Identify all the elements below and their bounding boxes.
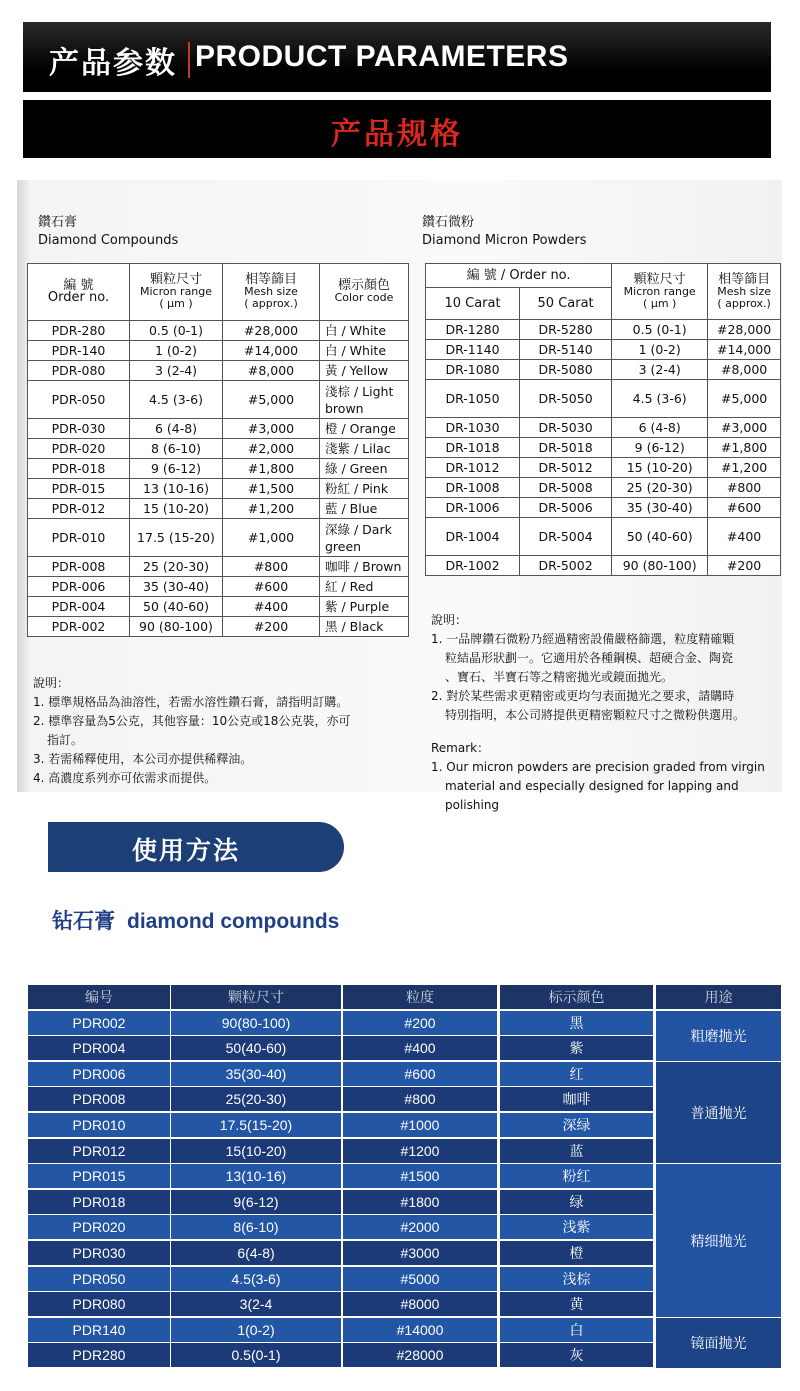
micron-cell: 50 (40-60)	[612, 518, 708, 556]
usage-micron-cell: 3(2-4	[171, 1292, 341, 1316]
color-cell: 深綠 / Dark green	[320, 519, 409, 557]
color-cell: 粉紅 / Pink	[320, 479, 409, 499]
mesh-cell: #1,800	[708, 438, 781, 458]
micron-cell: 13 (10-16)	[130, 479, 223, 499]
micron-cell: 17.5 (15-20)	[130, 519, 223, 557]
color-cell: 紅 / Red	[320, 577, 409, 597]
mesh-cell: #600	[708, 498, 781, 518]
order-cell: PDR-010	[28, 519, 130, 557]
order-cell: PDR-140	[28, 341, 130, 361]
usage-subhead-cn: 钻石膏	[52, 909, 115, 933]
micron-cell: 3 (2-4)	[612, 360, 708, 380]
usage-header-cell: 标示颜色	[500, 985, 653, 1009]
color-cell: 橙 / Orange	[320, 419, 409, 439]
mesh-cell: #1,800	[223, 459, 320, 479]
micron-cell: 8 (6-10)	[130, 439, 223, 459]
color-cell: 紫 / Purple	[320, 597, 409, 617]
order-10-cell: DR-1002	[426, 556, 520, 576]
order-cell: PDR-002	[28, 617, 130, 637]
usage-color-cell: 灰	[500, 1343, 653, 1367]
powders-table	[425, 263, 781, 576]
table-row	[426, 418, 781, 438]
usage-purpose-cell: 精细抛光	[656, 1164, 781, 1317]
order-10-cell: DR-1030	[426, 418, 520, 438]
mesh-cell: #28,000	[223, 321, 320, 341]
usage-grit-cell: #200	[343, 1011, 497, 1035]
usage-grit-cell: #14000	[343, 1318, 497, 1342]
usage-micron-cell: 35(30-40)	[171, 1062, 341, 1086]
order-10-cell: DR-1050	[426, 380, 520, 418]
order-cell: PDR-018	[28, 459, 130, 479]
order-cell: PDR-020	[28, 439, 130, 459]
order-50-cell: DR-5002	[520, 556, 612, 576]
table-row	[426, 320, 781, 340]
col-micron: 顆粒尺寸 Micron range ( μm )	[612, 264, 708, 320]
usage-micron-cell: 4.5(3-6)	[171, 1267, 341, 1291]
order-50-cell: DR-5050	[520, 380, 612, 418]
order-cell: PDR-004	[28, 597, 130, 617]
usage-subhead	[52, 905, 339, 935]
usage-header-cell: 编号	[28, 985, 170, 1009]
order-50-cell: DR-5006	[520, 498, 612, 518]
order-10-cell: DR-1012	[426, 458, 520, 478]
usage-grit-cell: #1500	[343, 1164, 497, 1188]
table-row	[426, 340, 781, 360]
usage-header-row	[28, 985, 781, 1010]
col-micron: 顆粒尺寸 Micron range ( μm )	[130, 264, 223, 321]
order-10-cell: DR-1280	[426, 320, 520, 340]
order-10-cell: DR-1006	[426, 498, 520, 518]
usage-micron-cell: 13(10-16)	[171, 1164, 341, 1188]
usage-order-cell: PDR002	[28, 1011, 170, 1035]
micron-cell: 25 (20-30)	[612, 478, 708, 498]
usage-color-cell: 浅紫	[500, 1215, 653, 1239]
micron-cell: 15 (10-20)	[130, 499, 223, 519]
table-row	[28, 577, 409, 597]
usage-micron-cell: 25(20-30)	[171, 1087, 341, 1111]
micron-cell: 0.5 (0-1)	[612, 320, 708, 340]
usage-micron-cell: 8(6-10)	[171, 1215, 341, 1239]
col-order: 編 號 Order no.	[28, 264, 130, 321]
usage-purpose-cell: 粗磨抛光	[656, 1011, 781, 1061]
order-cell: PDR-030	[28, 419, 130, 439]
compounds-title-cn: 鑽石膏	[38, 215, 78, 230]
col-50-carat: 50 Carat	[520, 288, 612, 320]
color-cell: 黃 / Yellow	[320, 361, 409, 381]
order-cell: PDR-006	[28, 577, 130, 597]
usage-color-cell: 深绿	[500, 1113, 653, 1137]
usage-color-cell: 橙	[500, 1241, 653, 1265]
table-row	[28, 439, 409, 459]
col-order: 編 號 / Order no.	[426, 264, 612, 288]
usage-purpose-cell: 普通抛光	[656, 1062, 781, 1163]
header-banner	[23, 22, 771, 92]
header-title-cn: 产品参数	[49, 46, 177, 81]
mesh-cell: #14,000	[223, 341, 320, 361]
order-10-cell: DR-1080	[426, 360, 520, 380]
mesh-cell: #1,200	[708, 458, 781, 478]
color-cell: 淺紫 / Lilac	[320, 439, 409, 459]
table-row	[28, 341, 409, 361]
usage-order-cell: PDR010	[28, 1113, 170, 1137]
micron-cell: 9 (6-12)	[130, 459, 223, 479]
compounds-title-en: Diamond Compounds	[38, 233, 179, 248]
compounds-table	[27, 263, 409, 637]
usage-order-cell: PDR004	[28, 1036, 170, 1060]
usage-micron-cell: 90(80-100)	[171, 1011, 341, 1035]
table-row	[426, 498, 781, 518]
micron-cell: 90 (80-100)	[130, 617, 223, 637]
usage-order-cell: PDR280	[28, 1343, 170, 1367]
col-mesh: 相等篩目 Mesh size ( approx.)	[708, 264, 781, 320]
mesh-cell: #28,000	[708, 320, 781, 340]
usage-grit-cell: #1000	[343, 1113, 497, 1137]
usage-color-cell: 紫	[500, 1036, 653, 1060]
header-title-en: PRODUCT PARAMETERS	[195, 40, 569, 73]
micron-cell: 90 (80-100)	[612, 556, 708, 576]
mesh-cell: #5,000	[223, 381, 320, 419]
table-row	[426, 478, 781, 498]
powders-title-cn: 鑽石微粉	[422, 215, 475, 230]
micron-cell: 35 (30-40)	[130, 577, 223, 597]
mesh-cell: #400	[708, 518, 781, 556]
usage-grit-cell: #1200	[343, 1139, 497, 1163]
order-10-cell: DR-1140	[426, 340, 520, 360]
table-row	[426, 360, 781, 380]
usage-color-cell: 黑	[500, 1011, 653, 1035]
micron-cell: 1 (0-2)	[612, 340, 708, 360]
usage-color-cell: 红	[500, 1062, 653, 1086]
col-color: 標示顏色 Color code	[320, 264, 409, 321]
table-row	[426, 556, 781, 576]
usage-grit-cell: #3000	[343, 1241, 497, 1265]
micron-cell: 35 (30-40)	[612, 498, 708, 518]
usage-color-cell: 咖啡	[500, 1087, 653, 1111]
usage-purpose-cell: 镜面抛光	[656, 1318, 781, 1368]
usage-title: 使用方法	[132, 836, 241, 865]
mesh-cell: #1,200	[223, 499, 320, 519]
mesh-cell: #3,000	[708, 418, 781, 438]
usage-title-pill	[48, 822, 344, 872]
color-cell: 藍 / Blue	[320, 499, 409, 519]
mesh-cell: #200	[708, 556, 781, 576]
table-row	[426, 380, 781, 418]
usage-order-cell: PDR050	[28, 1267, 170, 1291]
usage-micron-cell: 0.5(0-1)	[171, 1343, 341, 1367]
mesh-cell: #14,000	[708, 340, 781, 360]
compounds-header-row	[28, 264, 409, 321]
header-divider	[188, 42, 190, 78]
order-10-cell: DR-1018	[426, 438, 520, 458]
usage-color-cell: 蓝	[500, 1139, 653, 1163]
order-10-cell: DR-1004	[426, 518, 520, 556]
usage-micron-cell: 15(10-20)	[171, 1139, 341, 1163]
usage-order-cell: PDR015	[28, 1164, 170, 1188]
micron-cell: 6 (4-8)	[612, 418, 708, 438]
table-row	[28, 479, 409, 499]
color-cell: 黑 / Black	[320, 617, 409, 637]
usage-header-cell: 粒度	[343, 985, 497, 1009]
order-50-cell: DR-5012	[520, 458, 612, 478]
mesh-cell: #2,000	[223, 439, 320, 459]
subtitle-banner	[23, 100, 771, 158]
color-cell: 白 / White	[320, 341, 409, 361]
usage-header-cell: 颗粒尺寸	[171, 985, 341, 1009]
spec-sheet	[17, 180, 782, 812]
usage-grit-cell: #1800	[343, 1190, 497, 1214]
color-cell: 淺棕 / Light brown	[320, 381, 409, 419]
order-50-cell: DR-5004	[520, 518, 612, 556]
order-50-cell: DR-5080	[520, 360, 612, 380]
usage-order-cell: PDR030	[28, 1241, 170, 1265]
usage-color-cell: 粉红	[500, 1164, 653, 1188]
micron-cell: 15 (10-20)	[612, 458, 708, 478]
order-50-cell: DR-5030	[520, 418, 612, 438]
table-row	[28, 617, 409, 637]
table-row	[28, 459, 409, 479]
order-50-cell: DR-5008	[520, 478, 612, 498]
table-row	[28, 597, 409, 617]
mesh-cell: #800	[223, 557, 320, 577]
table-row	[28, 419, 409, 439]
usage-order-cell: PDR018	[28, 1190, 170, 1214]
col-mesh: 相等篩目 Mesh size ( approx.)	[223, 264, 320, 321]
usage-order-cell: PDR020	[28, 1215, 170, 1239]
usage-order-cell: PDR012	[28, 1139, 170, 1163]
usage-grit-cell: #600	[343, 1062, 497, 1086]
usage-order-cell: PDR140	[28, 1318, 170, 1342]
order-10-cell: DR-1008	[426, 478, 520, 498]
usage-grit-cell: #800	[343, 1087, 497, 1111]
mesh-cell: #5,000	[708, 380, 781, 418]
micron-cell: 3 (2-4)	[130, 361, 223, 381]
usage-grit-cell: #2000	[343, 1215, 497, 1239]
usage-order-cell: PDR008	[28, 1087, 170, 1111]
order-cell: PDR-050	[28, 381, 130, 419]
usage-color-cell: 黄	[500, 1292, 653, 1316]
usage-grit-cell: #8000	[343, 1292, 497, 1316]
mesh-cell: #1,000	[223, 519, 320, 557]
usage-order-cell: PDR080	[28, 1292, 170, 1316]
color-cell: 白 / White	[320, 321, 409, 341]
compounds-title	[38, 214, 178, 250]
micron-cell: 50 (40-60)	[130, 597, 223, 617]
order-cell: PDR-012	[28, 499, 130, 519]
table-row	[28, 557, 409, 577]
color-cell: 綠 / Green	[320, 459, 409, 479]
subtitle: 产品规格	[331, 117, 463, 152]
usage-color-cell: 绿	[500, 1190, 653, 1214]
mesh-cell: #800	[708, 478, 781, 498]
micron-cell: 25 (20-30)	[130, 557, 223, 577]
table-row	[426, 518, 781, 556]
order-50-cell: DR-5018	[520, 438, 612, 458]
usage-subhead-en: diamond compounds	[127, 910, 340, 933]
usage-header-cell: 用途	[656, 985, 781, 1009]
mesh-cell: #400	[223, 597, 320, 617]
order-cell: PDR-080	[28, 361, 130, 381]
micron-cell: 4.5 (3-6)	[130, 381, 223, 419]
order-cell: PDR-280	[28, 321, 130, 341]
table-row	[28, 381, 409, 419]
usage-grit-cell: #5000	[343, 1267, 497, 1291]
usage-micron-cell: 1(0-2)	[171, 1318, 341, 1342]
color-cell: 咖啡 / Brown	[320, 557, 409, 577]
order-50-cell: DR-5280	[520, 320, 612, 340]
table-row	[28, 499, 409, 519]
mesh-cell: #8,000	[708, 360, 781, 380]
usage-color-cell: 浅棕	[500, 1267, 653, 1291]
micron-cell: 1 (0-2)	[130, 341, 223, 361]
powders-header-row-1	[426, 264, 781, 288]
usage-grit-cell: #400	[343, 1036, 497, 1060]
mesh-cell: #3,000	[223, 419, 320, 439]
micron-cell: 9 (6-12)	[612, 438, 708, 458]
micron-cell: 6 (4-8)	[130, 419, 223, 439]
table-row	[426, 458, 781, 478]
order-cell: PDR-008	[28, 557, 130, 577]
table-row	[28, 361, 409, 381]
usage-order-cell: PDR006	[28, 1062, 170, 1086]
order-50-cell: DR-5140	[520, 340, 612, 360]
table-row	[28, 321, 409, 341]
table-row	[426, 438, 781, 458]
compounds-notes: 說明： 1. 標準規格品為油溶性，若需水溶性鑽石膏，請指明訂購。 2. 標準容量為5公克，其他容量：10公克或18公克裝，亦可 指訂。 3. 若需稀釋使用，本公司亦提供稀釋油。 4. 高濃度系列亦可依需求而提供。	[33, 676, 351, 785]
usage-color-cell: 白	[500, 1318, 653, 1342]
col-10-carat: 10 Carat	[426, 288, 520, 320]
mesh-cell: #600	[223, 577, 320, 597]
micron-cell: 4.5 (3-6)	[612, 380, 708, 418]
table-row	[28, 519, 409, 557]
usage-micron-cell: 9(6-12)	[171, 1190, 341, 1214]
mesh-cell: #200	[223, 617, 320, 637]
powders-title	[422, 214, 587, 250]
usage-micron-cell: 6(4-8)	[171, 1241, 341, 1265]
mesh-cell: #8,000	[223, 361, 320, 381]
usage-micron-cell: 50(40-60)	[171, 1036, 341, 1060]
powders-title-en: Diamond Micron Powders	[422, 233, 587, 248]
usage-grit-cell: #28000	[343, 1343, 497, 1367]
order-cell: PDR-015	[28, 479, 130, 499]
powders-notes: 說明： 1. 一品牌鑽石微粉乃經過精密設備嚴格篩選，粒度精確顆 粒結晶形狀劃一。它適用於各種鋼模、超硬合金、陶瓷 、寶石、半寶石等之精密拋光或鏡面拋光。 2. 對於某些需求更精密或更均勻表面拋光之要求，請購時 特別指明，本公司將提供更精密顆粒尺寸之微粉供選用。 Remark： 1. Our micron powders are precision graded from virgin material and especially designed for lapping and polishing	[431, 613, 765, 812]
micron-cell: 0.5 (0-1)	[130, 321, 223, 341]
mesh-cell: #1,500	[223, 479, 320, 499]
usage-micron-cell: 17.5(15-20)	[171, 1113, 341, 1137]
